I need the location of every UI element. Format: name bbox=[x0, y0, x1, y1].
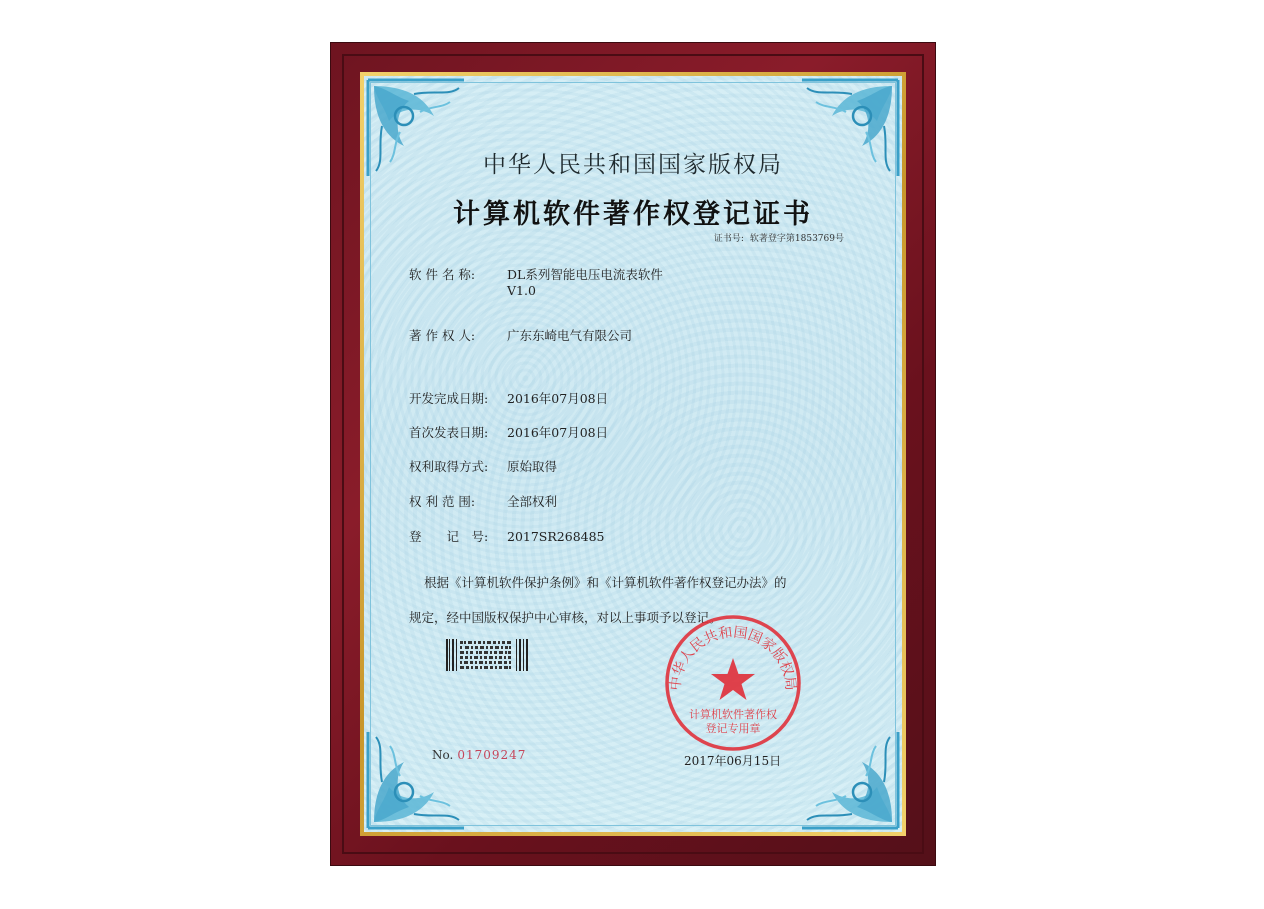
certificate-frame bbox=[330, 42, 936, 866]
seal-ring-text: 中华人民共和国国家版权局 bbox=[667, 624, 799, 692]
issue-date: 2017年06月15日 bbox=[684, 754, 782, 768]
field-label: 权利取得方式: bbox=[409, 459, 489, 474]
statement-line-2: 规定，经中国版权保护中心审核，对以上事项予以登记。 bbox=[409, 610, 722, 625]
field-value: 全部权利 bbox=[507, 494, 558, 509]
field-rights-scope bbox=[409, 492, 557, 510]
field-label: 软 件 名 称: bbox=[409, 267, 476, 282]
corner-ornament-icon bbox=[364, 722, 474, 832]
field-copyright-owner bbox=[409, 326, 632, 344]
field-development-date bbox=[409, 389, 608, 407]
certificate-number bbox=[714, 231, 844, 244]
field-software-name bbox=[409, 265, 663, 283]
serial-value: 01709247 bbox=[457, 748, 527, 762]
field-label: 开发完成日期: bbox=[409, 391, 489, 406]
field-value: 2017SR268485 bbox=[507, 529, 605, 544]
field-software-version: V1.0 bbox=[507, 283, 536, 298]
certificate-title: 计算机软件著作权登记证书 bbox=[453, 199, 813, 230]
field-label: 权 利 范 围: bbox=[409, 494, 476, 509]
certificate-number-value: 软著登字第1853769号 bbox=[749, 234, 844, 244]
field-label: 首次发表日期: bbox=[409, 425, 489, 440]
certificate-number-label: 证书号: bbox=[713, 234, 744, 244]
field-value: 2016年07月08日 bbox=[507, 391, 609, 406]
issuer-title: 中华人民共和国国家版权局 bbox=[483, 152, 783, 178]
field-value: 2016年07月08日 bbox=[507, 425, 609, 440]
gold-liner bbox=[360, 72, 906, 836]
certificate-paper bbox=[364, 76, 902, 832]
field-value: DL系列智能电压电流表软件 bbox=[507, 267, 663, 282]
field-value: 广东东崎电气有限公司 bbox=[507, 328, 633, 343]
serial-number bbox=[432, 748, 526, 762]
seal-inner-line-2: 登记专用章 bbox=[705, 722, 761, 735]
field-value: 原始取得 bbox=[507, 459, 558, 474]
serial-label: No. bbox=[432, 748, 454, 762]
field-registration-number bbox=[409, 527, 605, 545]
official-seal-icon bbox=[658, 608, 808, 758]
statement-line-1: 根据《计算机软件保护条例》和《计算机软件著作权登记办法》的 bbox=[424, 575, 787, 590]
field-label: 著 作 权 人: bbox=[409, 328, 476, 343]
field-acquisition-method bbox=[409, 457, 557, 475]
seal-inner-line-1: 计算机软件著作权 bbox=[689, 708, 777, 721]
field-publication-date bbox=[409, 423, 608, 441]
field-label: 登 记 号: bbox=[409, 529, 489, 544]
barcode-icon bbox=[446, 639, 530, 671]
corner-ornament-icon bbox=[792, 722, 902, 832]
